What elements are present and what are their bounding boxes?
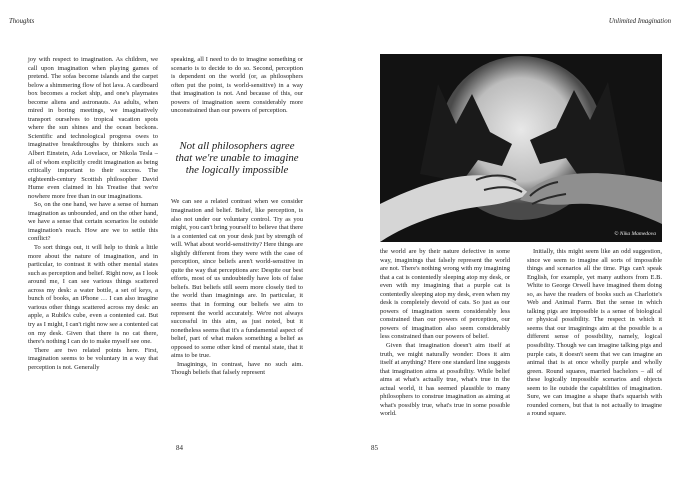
left-column-2 — [171, 56, 303, 378]
pull-quote: Not all philosophers agree that we're unable to imagine the logically impossible — [175, 139, 299, 177]
paragraph: To sort things out, it will help to think a little more about the nature of imagination, and in particular, to contrast it with other mental states such as perception and belief. Right now, as I look around me, I can see various things scattered across my desk: a water bottle, a set of keys, a bunch of books, an iPhone … I can also imagine various other things scattered across my desk: an apple, a Rubik's cube, even a contented cat. But try as I might, I can't right now see a contented cat on my desk. Given that there is no cat there, there's nothing I can do to make myself see one. — [28, 244, 158, 346]
right-column-1 — [380, 248, 510, 419]
paragraph: Initially, this might seem like an odd suggestion, since we seem to imagine all sorts of impossible things and scenarios all the time. Pigs can't speak English, for example, yet many authors from E.B. White to George Orwell have imagined them doing so, as have the readers of books such as Charlotte's Web and Animal Farm. But the sense in which talking pigs are impossible is a sense of biological or physical possibility. The respect in which it seems that our imaginings aim at the possible is a different sense of possibility, namely, logical possibility. Though we can imagine talking pigs and purple cats, it doesn't seem that we can imagine an animal that is at once wholly purple and wholly green. Round squares, married bachelors – all of these logically impossible scenarios and objects seem to lie outside the capabilities of imagination. Sure, we can imagine a shape that's squarish with rounded corners, but that is not actually to imagine a round square. — [527, 248, 662, 418]
right-column-2 — [527, 248, 662, 419]
page-number-left: 84 — [176, 444, 183, 452]
running-head-left: Thoughts — [9, 18, 35, 25]
image-credit: © Nika Mamedova — [614, 231, 656, 237]
running-head-right: Unlimited Imagination — [608, 18, 671, 25]
paragraph: So, on the one hand, we have a sense of human imagination as unbounded, and on the other hand, we have a sense that certain scenarios lie outside imagination's reach. How are we to settle this conflict? — [28, 201, 158, 243]
paragraph: Imaginings, in contrast, have no such aim. Though beliefs that falsely represent — [171, 360, 303, 377]
paragraph: the world are by their nature defective in some way, imaginings that falsely represent the world are not. There's nothing wrong with my imagining that a cat is contentedly sleeping atop my desk, or even with my imagining that a purple cat is contentedly sleeping atop my desk, even when my desk is completely devoid of cats. So just as our powers of imagination seem considerably less constrained than our powers of perception, our powers of imagination also seem considerably less constrained than our powers of belief. — [380, 248, 510, 341]
paragraph: We can see a related contrast when we consider imagination and belief. Belief, like perception, is also not under our voluntary control. Try as you might, you can't bring yourself to believe that there is a contented cat on your desk just by strength of will. What about world-sensitivity? Here things are slightly different from they were with the case of perception, since beliefs aren't world-sensitive in quite the way that perceptions are: Despite our best efforts, most of us undoubtedly have lots of false beliefs. But beliefs still seem more closely tied to the world than imaginings are. In particular, it seems that in forming our beliefs we aim to represent the world accurately. We're not always successful in this aim, as just noted, but it nonetheless seems that it's a fundamental aspect of belief, part of what makes something a belief as opposed to some other kind of mental state, that it aims to be true. — [171, 198, 303, 360]
right-page — [340, 0, 680, 480]
paragraph: speaking, all I need to do to imagine something or scenario is to decide to do so. Second, perception is dependent on the world (or, as philosophers often put the point, is world-sensitive) in a way that imagination is not. And because of this, our powers of imagination seem considerably more unconstrained than our powers of perception. — [171, 56, 303, 115]
paragraph: There are two related points here. First, imagination seems to be voluntary in a way that perception is not. Generally — [28, 346, 158, 371]
left-column-1 — [28, 56, 158, 372]
hands-wolves-illustration — [380, 54, 662, 242]
illustration-svg — [380, 54, 662, 242]
paragraph: Given that imagination doesn't aim itself at truth, we might naturally wonder: Does it aim itself at anything? Here one standard line suggests that imagination aims at possibility. While belief aims at what's actually true, what's true in the actual world, it has seemed plausible to many philosophers to construe imagination as aiming at what's possibly true, what's true in some possible world. — [380, 342, 510, 418]
page-number-right: 85 — [371, 444, 378, 452]
paragraph: joy with respect to imagination. As children, we call upon imagination when playing games of pretend. The sofas become islands and the carpet below a shimmering flow of hot lava. A cardboard box becomes a rocket ship, and one's playmates become aliens and astronauts. As adults, when mired in boring meetings, we imaginatively transport ourselves to tropical vacation spots where the sun shines and the ocean beckons. Scientific and technological progress owes to imaginative breakthroughs by thinkers such as Albert Einstein, Ada Lovelace, or Nikola Tesla – all of whom explicitly credit imagination as being critically important to their success. The eighteenth-century Scottish philosopher David Hume even claimed in his Treatise that we're nowhere more free than in our imaginations. — [28, 56, 158, 200]
